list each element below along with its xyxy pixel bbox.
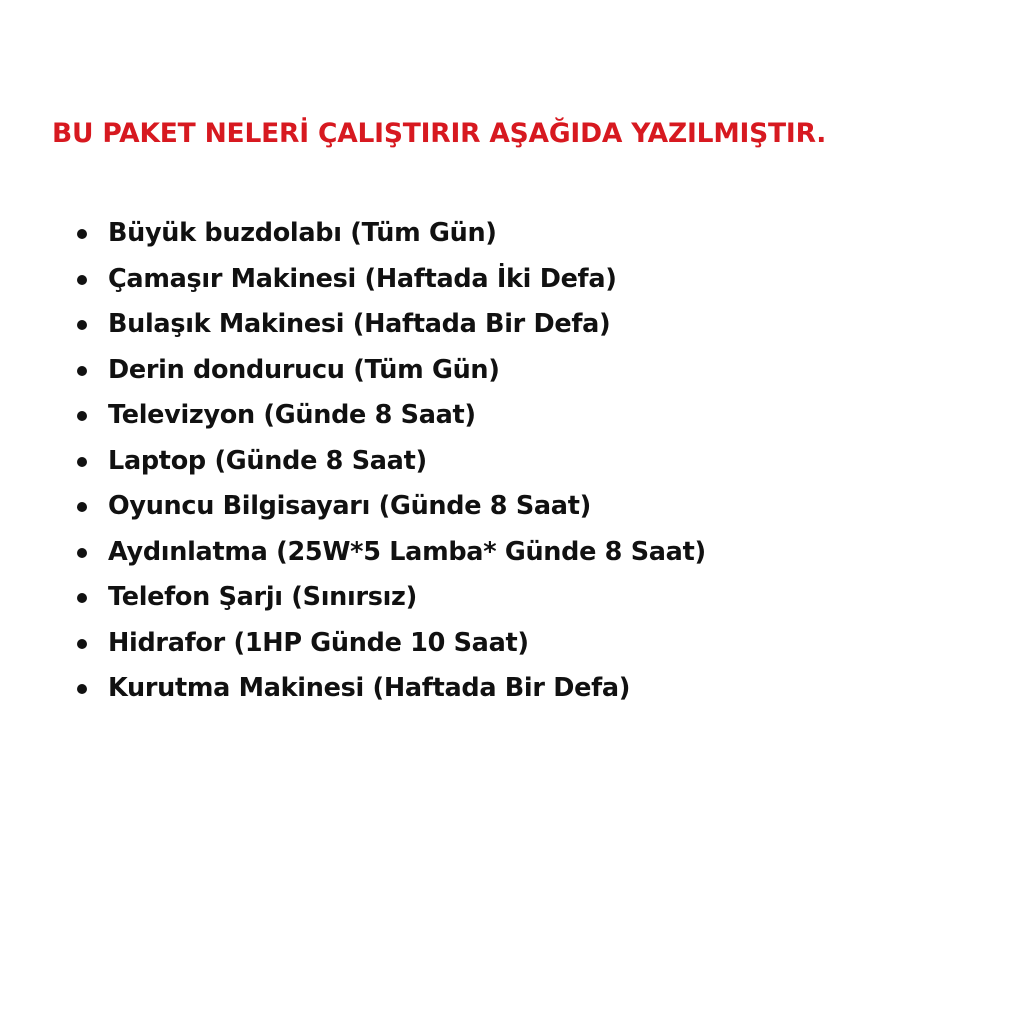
list-item-label: Televizyon (Günde 8 Saat): [108, 400, 476, 430]
bullet-icon: [77, 593, 87, 603]
bullet-icon: [77, 457, 87, 467]
bullet-icon: [77, 411, 87, 421]
bullet-icon: [77, 548, 87, 558]
list-item-label: Bulaşık Makinesi (Haftada Bir Defa): [108, 309, 611, 339]
list-item-label: Telefon Şarjı (Sınırsız): [108, 582, 417, 612]
bullet-icon: [77, 639, 87, 649]
bullet-icon: [77, 275, 87, 285]
list-item-label: Oyuncu Bilgisayarı (Günde 8 Saat): [108, 491, 591, 521]
bullet-icon: [77, 320, 87, 330]
bullet-icon: [77, 366, 87, 376]
page-heading: BU PAKET NELERİ ÇALIŞTIRIR AŞAĞIDA YAZILMIŞTIR.: [52, 118, 827, 149]
list-item-label: Büyük buzdolabı (Tüm Gün): [108, 218, 497, 248]
bullet-icon: [77, 502, 87, 512]
bullet-icon: [77, 229, 87, 239]
bullet-icon: [77, 684, 87, 694]
list-item-label: Laptop (Günde 8 Saat): [108, 445, 427, 476]
list-item-label: Kurutma Makinesi (Haftada Bir Defa): [108, 673, 631, 703]
list-item-label: Hidrafor (1HP Günde 10 Saat): [108, 627, 529, 658]
list-item-label: Çamaşır Makinesi (Haftada İki Defa): [108, 263, 617, 294]
list-item-label: Aydınlatma (25W*5 Lamba* Günde 8 Saat): [108, 536, 706, 567]
list-item-label: Derin dondurucu (Tüm Gün): [108, 354, 500, 385]
